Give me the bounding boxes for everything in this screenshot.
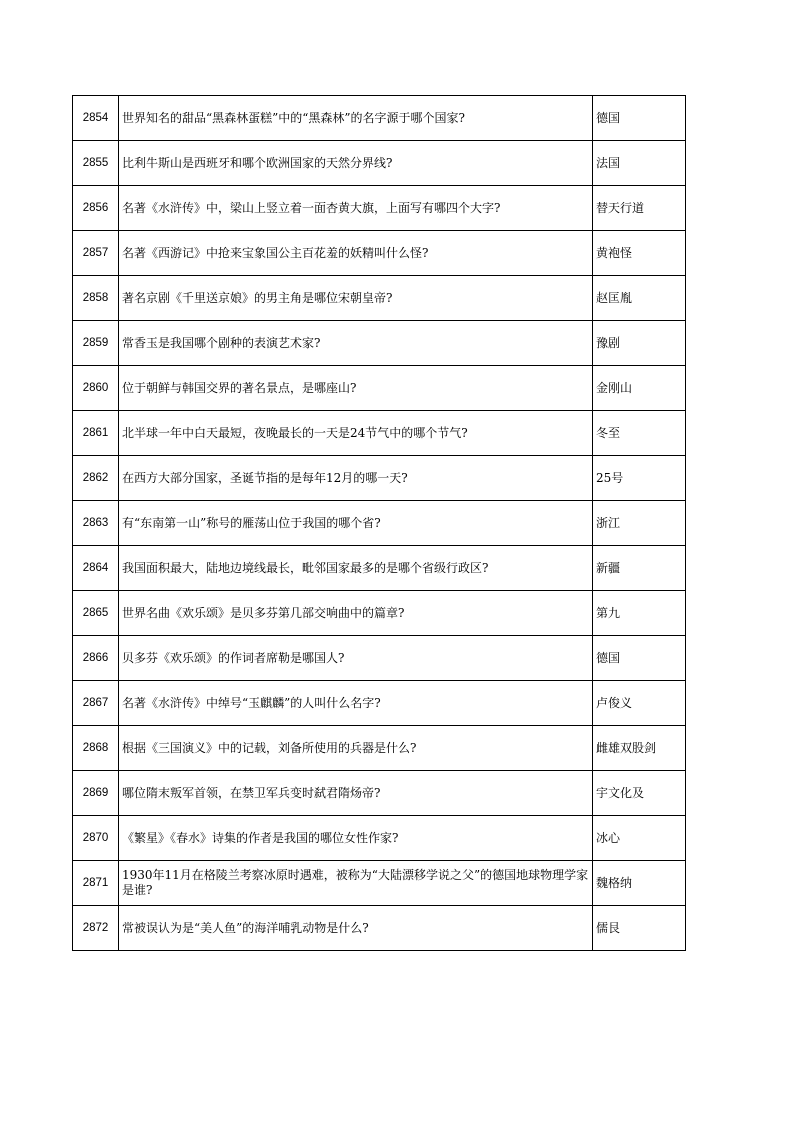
qa-table [72,95,686,951]
row-number: 2870 [73,816,119,861]
row-number: 2864 [73,546,119,591]
answer-cell: 德国 [593,96,686,141]
answer-cell: 魏格纳 [593,861,686,906]
question-cell: 常香玉是我国哪个剧种的表演艺术家? [119,321,593,366]
row-number: 2872 [73,906,119,951]
row-number: 2862 [73,456,119,501]
table-row [73,636,686,681]
answer-cell: 赵匡胤 [593,276,686,321]
question-cell: 在西方大部分国家，圣诞节指的是每年12月的哪一天? [119,456,593,501]
table-row [73,366,686,411]
question-cell: 有“东南第一山”称号的雁荡山位于我国的哪个省? [119,501,593,546]
row-number: 2865 [73,591,119,636]
table-row [73,726,686,771]
question-cell: 我国面积最大，陆地边境线最长，毗邻国家最多的是哪个省级行政区? [119,546,593,591]
answer-cell: 雌雄双股剑 [593,726,686,771]
row-number: 2866 [73,636,119,681]
row-number: 2868 [73,726,119,771]
table-row [73,546,686,591]
question-cell: 名著《水浒传》中绰号“玉麒麟”的人叫什么名字? [119,681,593,726]
table-row [73,141,686,186]
question-cell: 根据《三国演义》中的记载，刘备所使用的兵器是什么? [119,726,593,771]
answer-cell: 儒艮 [593,906,686,951]
table-row [73,906,686,951]
answer-cell: 冬至 [593,411,686,456]
question-cell: 著名京剧《千里送京娘》的男主角是哪位宋朝皇帝? [119,276,593,321]
question-cell: 贝多芬《欢乐颂》的作词者席勒是哪国人? [119,636,593,681]
answer-cell: 卢俊义 [593,681,686,726]
row-number: 2860 [73,366,119,411]
row-number: 2856 [73,186,119,231]
answer-cell: 替天行道 [593,186,686,231]
answer-cell: 第九 [593,591,686,636]
table-row [73,231,686,276]
row-number: 2858 [73,276,119,321]
answer-cell: 金刚山 [593,366,686,411]
qa-table-body [73,96,686,951]
table-row [73,816,686,861]
row-number: 2854 [73,96,119,141]
row-number: 2855 [73,141,119,186]
answer-cell: 德国 [593,636,686,681]
question-cell: 常被误认为是“美人鱼”的海洋哺乳动物是什么? [119,906,593,951]
table-row [73,501,686,546]
answer-cell: 法国 [593,141,686,186]
question-cell: 1930年11月在格陵兰考察冰原时遇难，被称为“大陆漂移学说之父”的德国地球物理学家是谁? [119,861,593,906]
row-number: 2863 [73,501,119,546]
answer-cell: 冰心 [593,816,686,861]
question-cell: 世界知名的甜品“黑森林蛋糕”中的“黑森林”的名字源于哪个国家? [119,96,593,141]
row-number: 2857 [73,231,119,276]
question-cell: 名著《西游记》中抢来宝象国公主百花羞的妖精叫什么怪? [119,231,593,276]
question-cell: 《繁星》《春水》诗集的作者是我国的哪位女性作家? [119,816,593,861]
row-number: 2871 [73,861,119,906]
table-row [73,591,686,636]
table-row [73,96,686,141]
question-cell: 世界名曲《欢乐颂》是贝多芬第几部交响曲中的篇章? [119,591,593,636]
answer-cell: 浙江 [593,501,686,546]
question-cell: 比利牛斯山是西班牙和哪个欧洲国家的天然分界线? [119,141,593,186]
answer-cell: 新疆 [593,546,686,591]
table-row [73,771,686,816]
answer-cell: 豫剧 [593,321,686,366]
table-row [73,186,686,231]
table-row [73,681,686,726]
row-number: 2867 [73,681,119,726]
row-number: 2859 [73,321,119,366]
question-cell: 北半球一年中白天最短，夜晚最长的一天是24节气中的哪个节气? [119,411,593,456]
answer-cell: 25号 [593,456,686,501]
table-row [73,276,686,321]
table-row [73,861,686,906]
question-cell: 位于朝鲜与韩国交界的著名景点，是哪座山? [119,366,593,411]
table-row [73,321,686,366]
row-number: 2861 [73,411,119,456]
question-cell: 名著《水浒传》中，梁山上竖立着一面杏黄大旗，上面写有哪四个大字? [119,186,593,231]
answer-cell: 宇文化及 [593,771,686,816]
table-row [73,411,686,456]
question-cell: 哪位隋末叛军首领，在禁卫军兵变时弑君隋炀帝? [119,771,593,816]
answer-cell: 黄袍怪 [593,231,686,276]
row-number: 2869 [73,771,119,816]
table-row [73,456,686,501]
